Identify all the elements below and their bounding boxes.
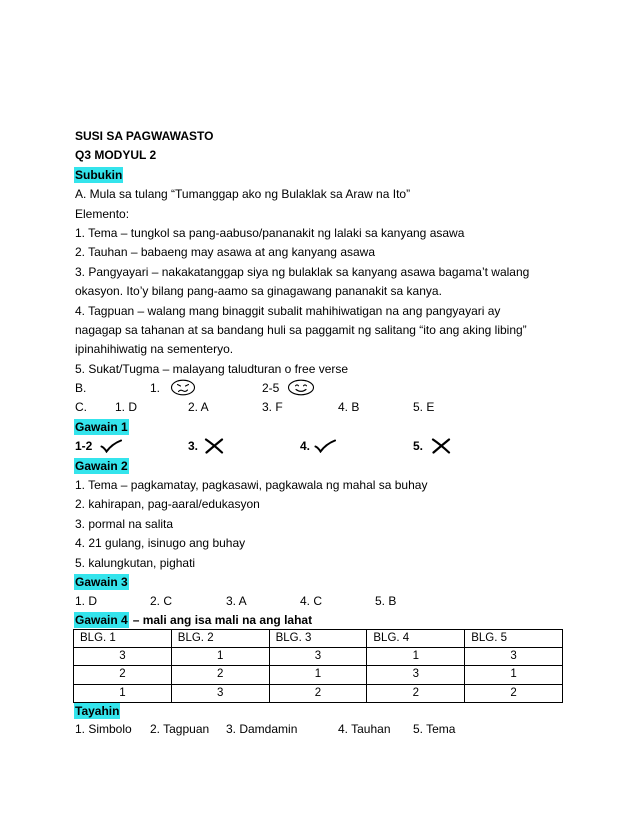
table-row [74,666,563,684]
tayahin-answer: 4. Tauhan [338,721,391,736]
table-cell: 2 [74,666,172,684]
subukin-c-answer: 3. F [262,400,283,415]
check-icon [100,439,122,453]
subukin-c-answer: 2. A [188,400,209,415]
subukin-c-answer: 4. B [338,400,360,415]
gawain1-item-label: 4. [300,439,311,454]
elemento-label: Elemento: [75,206,130,221]
subukin-answer-line: okasyon. Ito’y bilang pang-aamo sa ginagawang pananakit sa kanya. [75,284,442,299]
sad-face-icon [170,379,196,396]
table-cell: 1 [269,666,367,684]
table-cell: 3 [269,648,367,666]
subukin-heading-line [75,166,585,185]
subukin-c-label: C. [75,400,87,415]
subukin-c-line [75,398,585,417]
module-label: Q3 MODYUL 2 [75,148,157,163]
gawain2-heading: Gawain 2 [75,458,128,473]
table-cell: 2 [367,684,465,702]
gawain3-heading-line [75,573,585,592]
tayahin-heading-line [75,703,585,720]
gawain1-item-label: 1-2 [75,439,93,454]
subukin-b-item2-label: 2-5 [262,381,280,396]
gawain1-answers-line [75,437,585,456]
table-header-cell: BLG. 4 [367,629,465,647]
subukin-b-line [75,379,585,398]
answer-key-content [75,127,585,738]
table-cell: 1 [74,684,172,702]
gawain3-answers-line [75,592,585,611]
table-cell: 1 [171,648,269,666]
table-cell: 2 [465,684,563,702]
subukin-answer-line: ipinahihiwatig na sementeryo. [75,342,234,357]
tayahin-heading: Tayahin [75,703,120,718]
subukin-a-intro: A. Mula sa tulang “Tumanggap ako ng Bulaklak sa Araw na Ito” [75,187,411,202]
gawain2-answer-line: 2. kahirapan, pag-aaral/edukasyon [75,497,260,512]
subukin-c-answer: 1. D [115,400,138,415]
gawain2-answer-line: 5. kalungkutan, pighati [75,555,196,570]
gawain2-heading-line [75,457,585,476]
table-cell: 3 [171,684,269,702]
x-icon [431,438,451,454]
table-cell: 3 [367,666,465,684]
gawain3-answer: 2. C [150,594,173,609]
gawain3-answer: 1. D [75,594,98,609]
table-cell: 2 [171,666,269,684]
gawain2-answer-line: 1. Tema – pagkamatay, pagkasawi, pagkawala ng mahal sa buhay [75,478,428,493]
table-header-cell: BLG. 3 [269,629,367,647]
tayahin-answer: 1. Simbolo [75,721,132,736]
gawain2-answer-line: 3. pormal na salita [75,516,174,531]
gawain4-heading-line [75,612,585,629]
subukin-b-label: B. [75,381,87,396]
table-header-cell: BLG. 2 [171,629,269,647]
table-cell: 2 [269,684,367,702]
table-row [74,684,563,702]
happy-face-icon [287,379,315,396]
gawain4-heading: Gawain 4 [75,612,128,627]
table-cell: 1 [367,648,465,666]
gawain3-answer: 3. A [226,594,247,609]
subukin-answer-line: 2. Tauhan – babaeng may asawa at ang kanyang asawa [75,245,375,260]
table-header-row [74,629,563,647]
x-icon [204,438,224,454]
gawain3-answer: 4. C [300,594,323,609]
subukin-answer-line: 4. Tagpuan – walang mang binaggit subalit mahihiwatigan na ang pangyayari ay [75,303,501,318]
gawain1-item-label: 5. [413,439,424,454]
table-cell: 3 [74,648,172,666]
table-row [74,648,563,666]
table-cell: 1 [465,666,563,684]
subukin-answer-line: 3. Pangyayari – nakakatanggap siya ng bulaklak sa kanyang asawa bagama’t walang [75,264,530,279]
gawain4-note: – mali ang isa mali na ang lahat [132,612,313,627]
tayahin-answer: 5. Tema [413,721,456,736]
gawain1-heading: Gawain 1 [75,419,128,434]
table-header-cell: BLG. 1 [74,629,172,647]
subukin-answer-line: 5. Sukat/Tugma – malayang taludturan o free verse [75,361,349,376]
table-cell: 3 [465,648,563,666]
gawain3-heading: Gawain 3 [75,574,128,589]
tayahin-answers-line [75,720,585,738]
tayahin-answer: 2. Tagpuan [150,721,210,736]
document-title: SUSI SA PAGWAWASTO [75,129,214,143]
subukin-answer-line: nagagap sa tahanan at sa bandang huli sa paggamit ng salitang “ito ang aking libing” [75,322,527,337]
gawain4-score-table [73,629,563,703]
gawain1-heading-line [75,418,585,437]
subukin-answer-line: 1. Tema – tungkol sa pang-aabuso/pananakit ng lalaki sa kanyang asawa [75,225,465,240]
gawain1-item-label: 3. [188,439,199,454]
subukin-heading: Subukin [75,167,123,182]
subukin-b-item1-label: 1. [150,381,161,396]
gawain2-answer-line: 4. 21 gulang, isinugo ang buhay [75,536,246,551]
check-icon [314,439,336,453]
gawain3-answer: 5. B [375,594,397,609]
tayahin-answer: 3. Damdamin [226,721,298,736]
subukin-c-answer: 5. E [413,400,435,415]
table-header-cell: BLG. 5 [465,629,563,647]
